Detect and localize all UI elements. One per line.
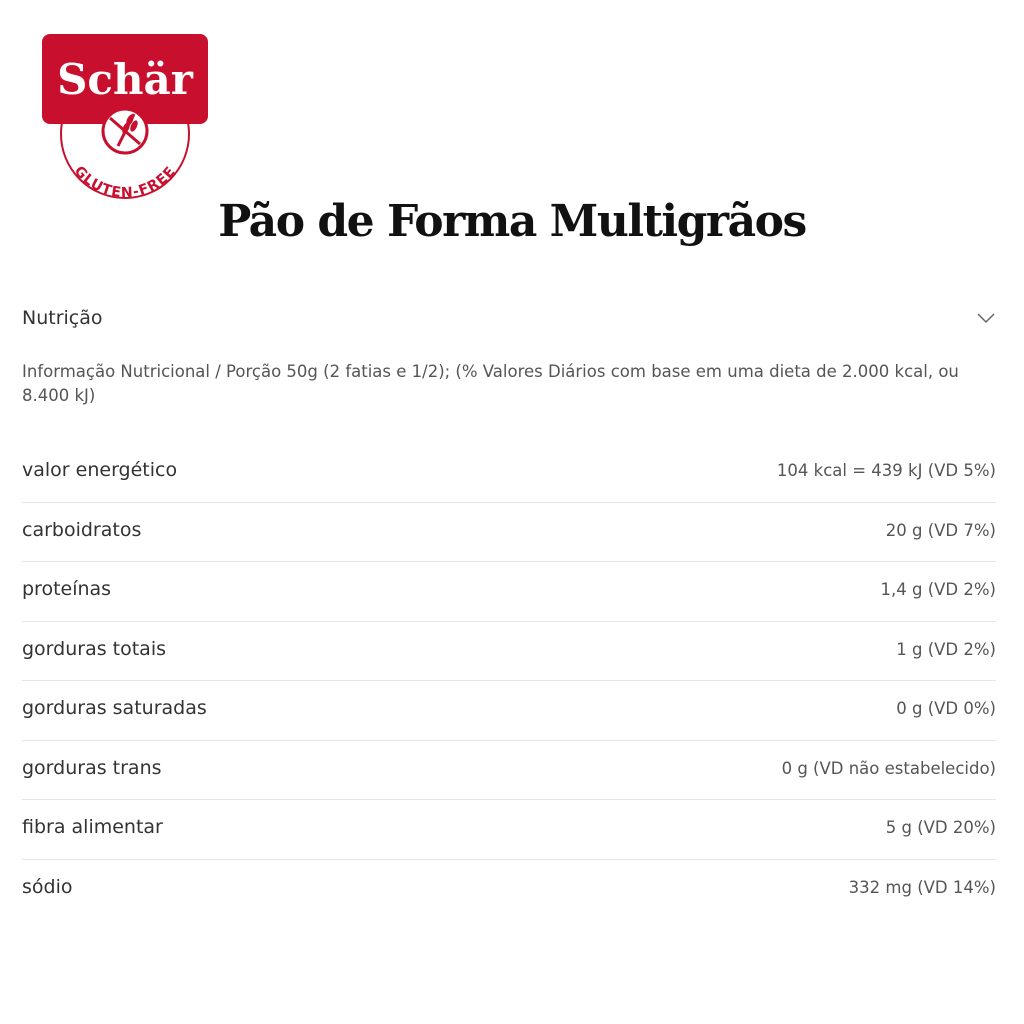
brand-tagline: GLUTEN-FREE — [70, 163, 180, 200]
nutrient-label: valor energético — [22, 459, 178, 481]
nutrient-label: sódio — [22, 875, 73, 898]
nutrient-label: gorduras trans — [22, 756, 162, 779]
nutrient-value: 0 g (VD não estabelecido) — [781, 758, 996, 778]
nutrient-value: 5 g (VD 20%) — [885, 818, 996, 837]
nutrition-section-header[interactable] — [22, 300, 998, 336]
nutrient-label: carboidratos — [22, 518, 142, 541]
crossed-grain-icon — [103, 109, 147, 153]
chevron-down-icon[interactable] — [976, 308, 996, 328]
nutrient-label: gorduras totais — [22, 637, 167, 660]
table-row — [22, 503, 996, 563]
nutrient-value: 332 mg (VD 14%) — [848, 877, 996, 897]
table-row — [22, 562, 996, 622]
brand-name: Schär — [57, 55, 193, 104]
nutrient-value: 104 kcal = 439 kJ (VD 5%) — [776, 461, 996, 480]
table-row — [22, 681, 996, 741]
serving-info: Informação Nutricional / Porção 50g (2 fatias e 1/2); (% Valores Diários com base em uma dieta de 2.000 kcal, ou 8.400 kJ) — [22, 362, 959, 405]
table-row — [22, 741, 996, 801]
table-row — [22, 622, 996, 682]
nutrient-value: 0 g (VD 0%) — [896, 699, 996, 718]
section-title: Nutrição — [22, 307, 103, 329]
nutrient-label: gorduras saturadas — [22, 697, 207, 719]
nutrient-label: proteínas — [22, 578, 112, 600]
table-row — [22, 860, 996, 919]
nutrient-value: 1,4 g (VD 2%) — [880, 580, 996, 599]
schar-gluten-free-logo — [42, 34, 208, 200]
product-title: Pão de Forma Multigrãos — [218, 196, 806, 247]
table-row — [22, 800, 996, 860]
nutrient-label: fibra alimentar — [22, 816, 163, 838]
nutrient-value: 20 g (VD 7%) — [885, 520, 996, 540]
nutrition-table — [22, 443, 996, 918]
nutrient-value: 1 g (VD 2%) — [896, 639, 996, 659]
table-row — [22, 443, 996, 503]
